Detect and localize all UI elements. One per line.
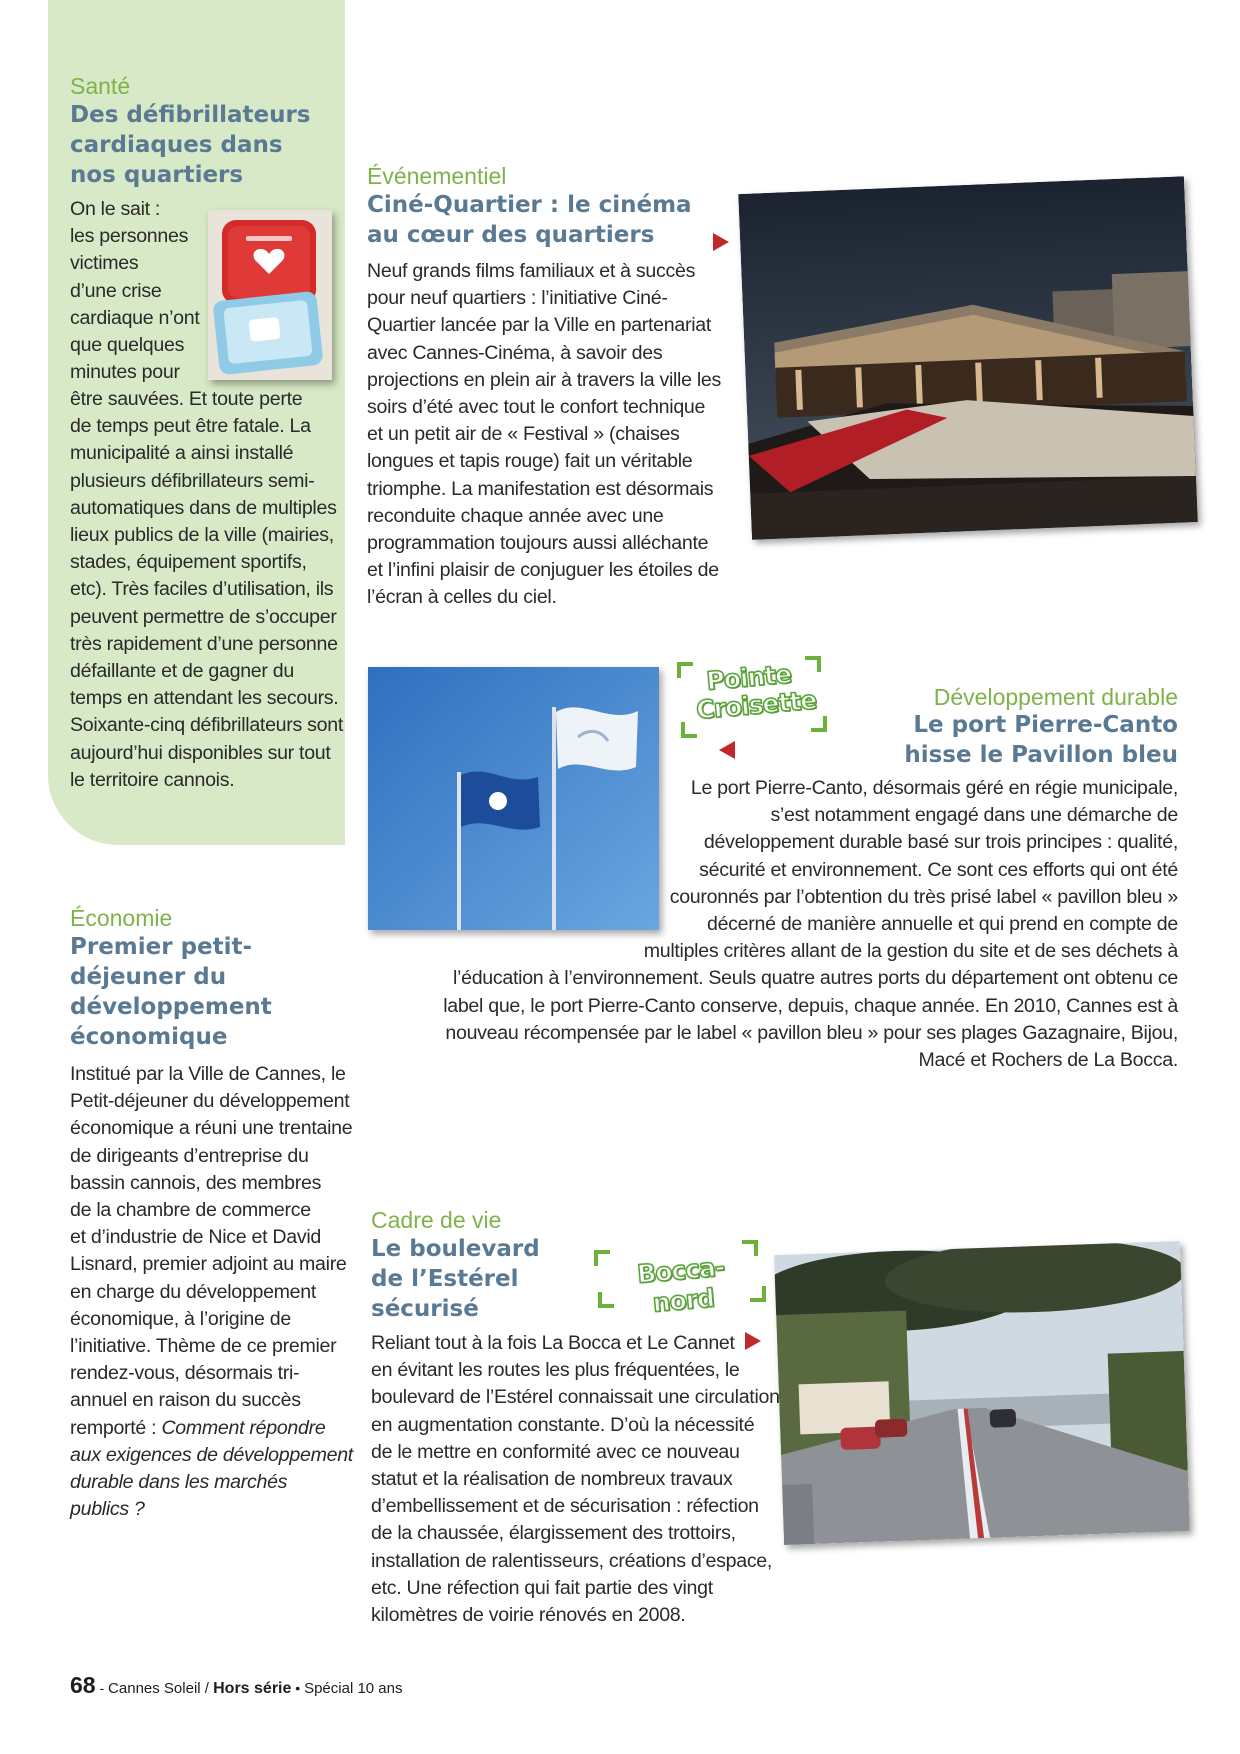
cadre-title-line: Le boulevard	[371, 1236, 540, 1262]
body-text: remporté :	[70, 1416, 162, 1439]
economie-category: Économie	[70, 905, 173, 931]
page-number: 68	[70, 1672, 96, 1698]
cadre-title-line: de l’Estérel	[371, 1266, 519, 1292]
stamp-text: Bocca-nord	[635, 1252, 726, 1318]
body-line: Reliant tout à la fois La Bocca et Le Cannet	[371, 1332, 735, 1354]
body-line: l’initiative. Thème de ce premier	[70, 1335, 337, 1358]
body-line: l’écran à celles du ciel.	[367, 586, 557, 609]
body-line: en charge du développement	[70, 1280, 317, 1303]
body-line: s’est notamment engagé dans une démarche de	[770, 804, 1178, 827]
italic-question: Comment répondre	[161, 1416, 326, 1439]
body-line: soirs d’été avec tout le confort technique	[367, 396, 706, 419]
body-line: plusieurs défibrillateurs semi-	[70, 469, 315, 492]
body-line: que quelques	[70, 334, 185, 357]
defibrillator-photo	[208, 210, 332, 380]
italic-question: aux exigences de développement	[70, 1443, 353, 1466]
economie-title-line: développement	[70, 994, 272, 1020]
body-line: aujourd’hui disponibles sur tout	[70, 741, 331, 764]
body-line: etc). Très faciles d’utilisation, ils	[70, 578, 334, 601]
body-line: en évitant les routes les plus fréquentées, le	[371, 1359, 740, 1382]
body-line	[70, 1469, 353, 1496]
body-line: longues et tapis rouge) fait un véritable	[367, 450, 693, 473]
body-line: Neuf grands films familiaux et à succès	[367, 260, 696, 282]
body-line: de la chambre de commerce	[70, 1199, 311, 1222]
sante-body-wide	[70, 386, 343, 794]
body-line: temps en attendant les secours.	[70, 687, 339, 710]
body-line: installation de ralentisseurs, créations d’espace,	[371, 1549, 773, 1572]
body-line: reconduite chaque année avec une	[367, 504, 664, 527]
body-line: boulevard de l’Estérel connaissait une circulation	[371, 1386, 780, 1409]
body-line: couronnés par l’obtention du très prisé label « pavillon bleu »	[669, 885, 1178, 908]
body-line: de la chaussée, élargissement des trottoirs,	[371, 1522, 736, 1545]
bocca-nord-stamp	[594, 1240, 766, 1318]
edition-label: Hors série	[213, 1680, 292, 1697]
special-label: Spécial 10 ans	[304, 1680, 403, 1697]
evenementiel-body	[367, 258, 721, 612]
arrow-left-icon	[719, 741, 735, 759]
body-line: victimes	[70, 252, 139, 275]
economie-title-line: économique	[70, 1024, 228, 1050]
outdoor-cinema-illustration	[738, 176, 1198, 540]
footer-separator: -	[95, 1680, 109, 1696]
body-line: On le sait :	[70, 198, 161, 220]
body-line: économique a réuni une trentaine	[70, 1117, 353, 1140]
magazine-name: Cannes Soleil	[108, 1680, 201, 1697]
body-line-mixed	[70, 1415, 353, 1442]
evenementiel-title	[367, 190, 692, 250]
body-line: bassin cannois, des membres	[70, 1171, 322, 1194]
body-line: Macé et Rochers de La Bocca.	[918, 1049, 1178, 1072]
body-line: label que, le port Pierre-Canto conserve, depuis, chaque année. En 2010, Cannes est à	[443, 994, 1178, 1017]
stamp-line: Croisette	[695, 685, 818, 725]
cadre-category: Cadre de vie	[371, 1207, 502, 1233]
body-line: Quartier lancée par la Ville en partenariat	[367, 314, 711, 337]
body-line: annuel en raison du succès	[70, 1389, 301, 1412]
body-line: de dirigeants d’entreprise du	[70, 1144, 309, 1167]
body-line: municipalité a ainsi installé	[70, 442, 294, 465]
body-line: d’une crise	[70, 279, 162, 302]
stamp-line: Pointe	[705, 659, 793, 696]
boulevard-photo	[774, 1241, 1190, 1545]
body-line: kilomètres de voirie rénovés en 2008.	[371, 1604, 686, 1627]
footer-separator: •	[291, 1680, 305, 1696]
body-line: les personnes	[70, 225, 189, 248]
body-line: Petit-déjeuner du développement	[70, 1090, 350, 1113]
body-line: peuvent permettre de s’occuper	[70, 605, 337, 628]
sante-body-narrow	[70, 196, 200, 386]
body-line: d’embellissement et de sécurisation : réfection	[371, 1495, 759, 1518]
body-line: automatiques dans de multiples	[70, 496, 337, 519]
body-line: Lisnard, premier adjoint au maire	[70, 1253, 347, 1276]
body-line: sécurité et environnement. Ce sont ces efforts qui ont été	[699, 858, 1178, 881]
body-line: nouveau récompensée par le label « pavillon bleu » pour ses plages Gazagnaire, Bijou,	[445, 1021, 1178, 1044]
body-line: projections en plein air à travers la ville les	[367, 368, 722, 391]
body-line: de le mettre en conformité avec ce nouveau	[371, 1440, 740, 1463]
stamp-corner	[677, 662, 693, 678]
arrow-right-icon	[713, 233, 729, 251]
sante-category: Santé	[70, 73, 131, 99]
developpement-title	[904, 710, 1178, 770]
body-line: le territoire cannois.	[70, 768, 235, 791]
body-line: multiples critères allant de la gestion du site et de ses déchets à	[643, 940, 1178, 963]
evenementiel-title-line: au cœur des quartiers	[367, 222, 655, 248]
body-line: l’éducation à l’environnement. Seuls quatre autres ports du département ont obtenu ce	[453, 967, 1178, 990]
body-line: et un petit air de « Festival » (chaises	[367, 423, 680, 446]
cadre-body	[371, 1330, 780, 1629]
body-line: programmation toujours aussi alléchante	[367, 532, 709, 555]
developpement-title-line: hisse le Pavillon bleu	[904, 742, 1178, 768]
sante-title-line: cardiaques dans	[70, 132, 283, 158]
cadre-title-line: sécurisé	[371, 1296, 479, 1322]
developpement-body	[443, 775, 1178, 1074]
footer-separator: /	[200, 1680, 214, 1697]
stamp-corner	[805, 656, 821, 672]
italic-question: durable dans les marchés	[70, 1471, 288, 1494]
italic-question: publics ?	[70, 1498, 145, 1521]
body-line: minutes pour	[70, 361, 180, 384]
body-line: défaillante et de gagner du	[70, 660, 294, 683]
body-line: et d’industrie de Nice et David	[70, 1226, 321, 1249]
cadre-title	[371, 1234, 540, 1324]
body-line: triomphe. La manifestation est désormais	[367, 477, 714, 500]
evenementiel-category: Événementiel	[367, 163, 507, 189]
economie-title	[70, 932, 272, 1052]
body-line: pour neuf quartiers : l’initiative Ciné-	[367, 287, 668, 310]
body-line: et l’infini plaisir de conjuguer les étoiles de	[367, 559, 719, 582]
body-line: très rapidement d’une personne	[70, 632, 338, 655]
body-line: etc. Une réfection qui fait partie des vingt	[371, 1576, 713, 1599]
developpement-category: Développement durable	[933, 684, 1178, 710]
body-line: en augmentation constante. D’où la nécessité	[371, 1413, 755, 1436]
cinema-photo	[738, 176, 1198, 540]
boulevard-road-illustration	[774, 1241, 1190, 1545]
economie-title-line: déjeuner du	[70, 964, 227, 990]
body-line: décerné de manière annuelle et qui prend en compte de	[706, 913, 1178, 936]
body-line: être sauvées. Et toute perte	[70, 388, 303, 410]
sante-title-line: Des défibrillateurs	[70, 102, 311, 128]
defibrillator-illustration	[208, 210, 332, 380]
body-line: avec Cannes-Cinéma, à savoir des	[367, 341, 663, 364]
body-line: développement durable basé sur trois principes : qualité,	[703, 831, 1178, 854]
body-line: stades, équipement sportifs,	[70, 551, 307, 574]
body-line: cardiaque n’ont	[70, 306, 200, 329]
sante-title	[70, 100, 310, 190]
body-line	[70, 1442, 353, 1469]
body-line: lieux publics de la ville (mairies,	[70, 524, 334, 547]
developpement-title-line: Le port Pierre-Canto	[913, 712, 1178, 738]
pointe-croisette-stamp	[677, 650, 827, 742]
body-line	[70, 1496, 353, 1523]
body-line: rendez-vous, désormais tri-	[70, 1362, 300, 1385]
evenementiel-title-line: Ciné-Quartier : le cinéma	[367, 192, 692, 218]
body-line: Institué par la Ville de Cannes, le	[70, 1063, 346, 1085]
sante-title-line: nos quartiers	[70, 162, 244, 188]
body-line: économique, à l’origine de	[70, 1307, 291, 1330]
economie-body	[70, 1061, 353, 1523]
stamp-corner	[681, 722, 697, 738]
stamp-text	[693, 659, 818, 725]
economie-title-line: Premier petit-	[70, 934, 253, 960]
footer	[70, 1672, 402, 1699]
body-line: Le port Pierre-Canto, désormais géré en régie municipale,	[690, 777, 1178, 799]
body-line: Soixante-cinq défibrillateurs sont	[70, 714, 343, 737]
stamp-corner	[811, 716, 827, 732]
body-line: de temps peut être fatale. La	[70, 415, 311, 438]
body-line: statut et la réalisation de nombreux travaux	[371, 1468, 733, 1491]
